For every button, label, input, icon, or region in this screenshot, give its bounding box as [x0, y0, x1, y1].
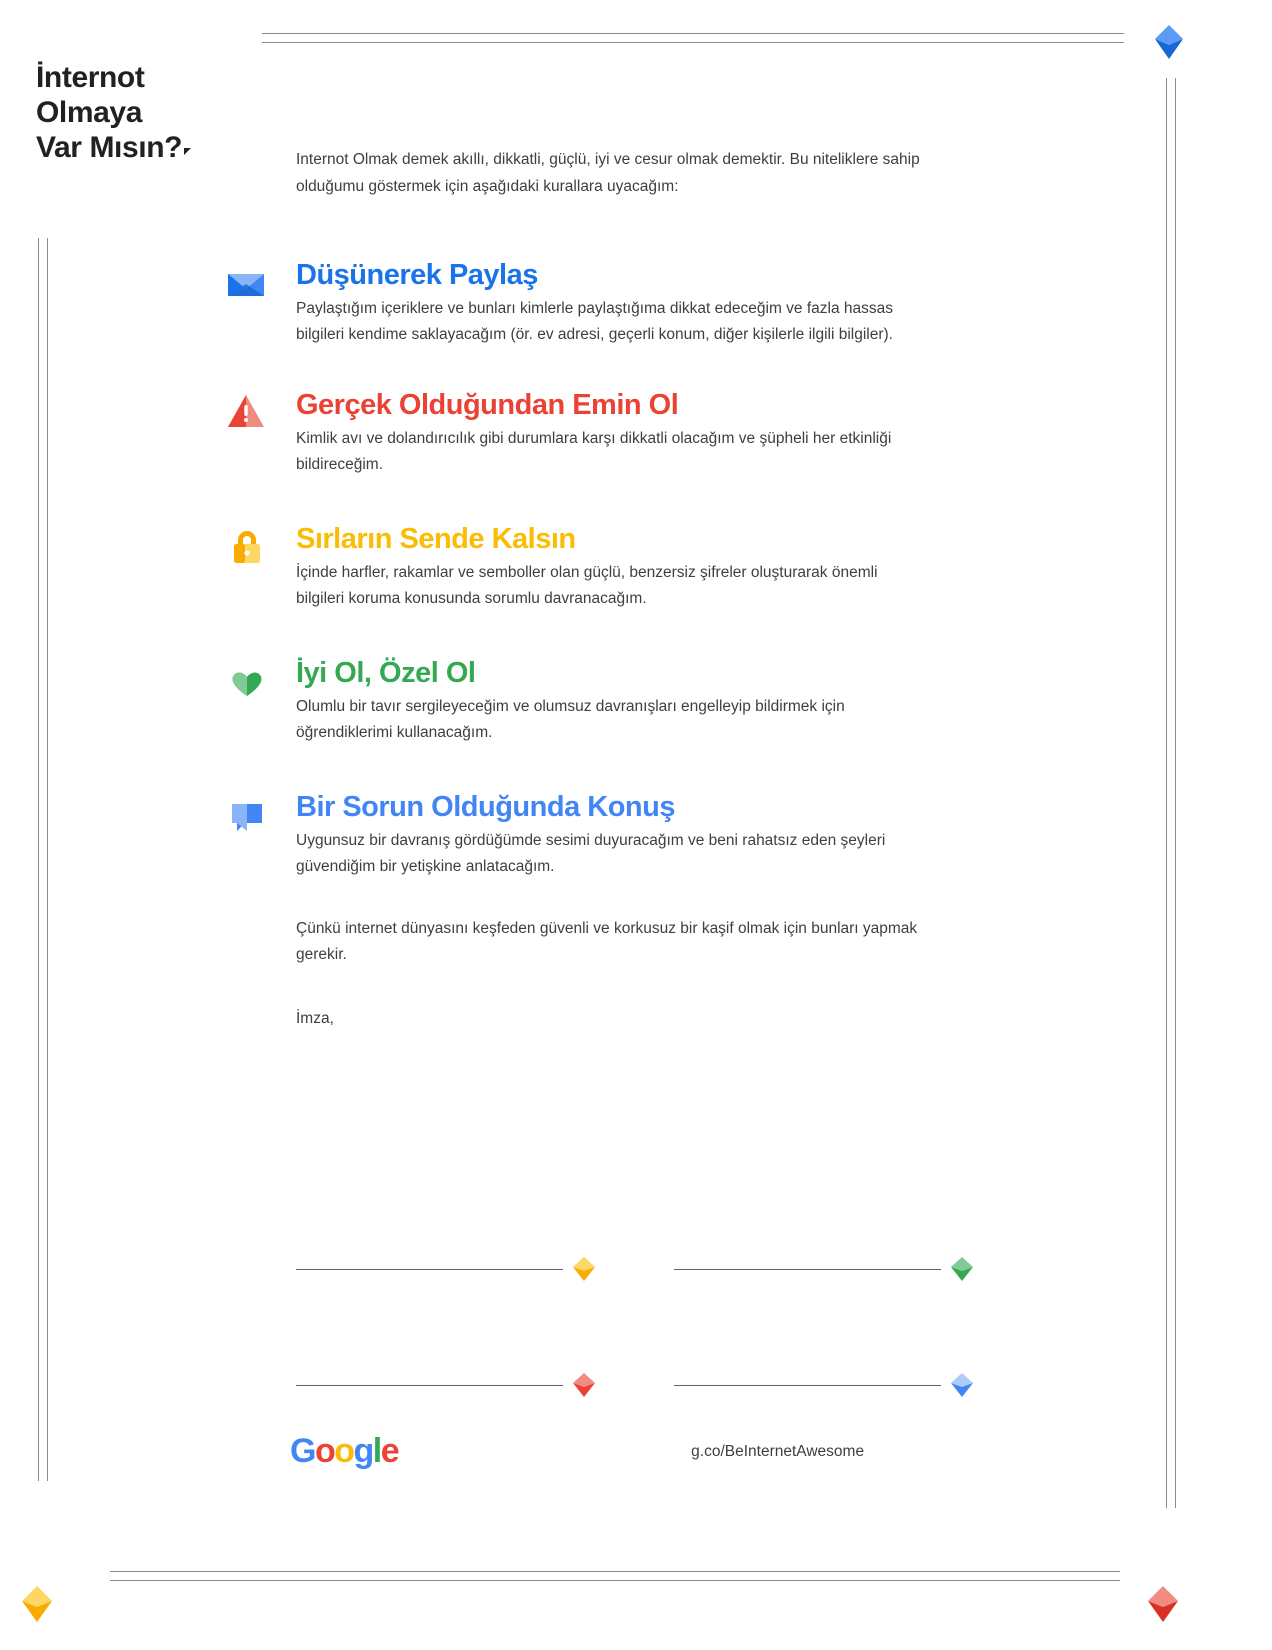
rule-item	[296, 388, 946, 478]
bottom-border-line-1	[110, 1571, 1120, 1572]
page-title-line-2: Olmaya	[36, 96, 142, 129]
right-border-line-2	[1175, 78, 1176, 1508]
rule-title: Düşünerek Paylaş	[296, 259, 538, 291]
logo-letter-o1: o	[314, 1432, 335, 1470]
warning-triangle-icon	[224, 390, 270, 436]
top-border-line-2	[262, 42, 1124, 43]
signature-line[interactable]	[674, 1269, 941, 1270]
closing-paragraph: Çünkü internet dünyasını keşfeden güvenli ve korkusuz bir kaşif olmak için bunları yapmak gerekir.	[296, 920, 918, 963]
signature-line[interactable]	[674, 1385, 941, 1386]
page-title-line-3: Var Mısın?	[36, 131, 183, 164]
signature-line[interactable]	[296, 1385, 563, 1386]
logo-letter-g2: g	[353, 1432, 373, 1470]
envelope-icon	[224, 260, 270, 306]
google-logo	[290, 1432, 398, 1471]
rule-body: Kimlik avı ve dolandırıcılık gibi durumlara karşı dikkatli olacağım ve şüpheli her etkinliği bildireceğim.	[296, 430, 892, 473]
rule-item	[296, 790, 946, 880]
speech-bubble-icon	[224, 792, 270, 838]
right-border-line-1	[1166, 78, 1167, 1508]
rule-body: İçinde harfler, rakamlar ve semboller olan güçlü, benzersiz şifreler oluşturarak önemli bilgileri koruma konusunda sorumlu davranacağım.	[296, 564, 878, 607]
footer-url[interactable]: g.co/BeInternetAwesome	[691, 1442, 865, 1460]
signature-row	[296, 1256, 1016, 1282]
rule-body: Uygunsuz bir davranış gördüğümde sesimi duyuracağım ve beni rahatsız eden şeyleri güvendiğim bir yetişkine anlatacağım.	[296, 832, 886, 875]
signature-label: İmza,	[296, 1010, 334, 1027]
bottom-border-line-2	[110, 1580, 1120, 1581]
rule-title: İyi Ol, Özel Ol	[296, 657, 476, 689]
top-border-line-1	[262, 33, 1124, 34]
rule-title: Sırların Sende Kalsın	[296, 523, 576, 555]
rule-item	[296, 258, 946, 348]
diamond-bottom-left-yellow	[22, 1586, 52, 1628]
heart-icon	[224, 658, 270, 704]
logo-letter-o2: o	[334, 1432, 354, 1470]
content-column	[296, 146, 946, 1028]
rule-title: Gerçek Olduğundan Emin Ol	[296, 389, 679, 421]
page-title	[36, 60, 191, 165]
diamond-red-icon	[572, 1372, 596, 1398]
rule-item	[296, 522, 946, 612]
page-title-line-1: İnternot	[36, 61, 145, 94]
signature-field-2[interactable]	[674, 1256, 974, 1282]
signature-line[interactable]	[296, 1269, 563, 1270]
diamond-light-blue-icon	[950, 1372, 974, 1398]
footer	[290, 1432, 1020, 1471]
page-title-line-3-wrap	[36, 130, 191, 165]
signature-area	[296, 1256, 1016, 1398]
left-border-line-2	[47, 238, 48, 1481]
rule-item	[296, 656, 946, 746]
padlock-icon	[224, 524, 270, 570]
logo-letter-l: l	[372, 1432, 381, 1470]
rule-title: Bir Sorun Olduğunda Konuş	[296, 791, 675, 823]
rule-body: Olumlu bir tavır sergileyeceğim ve olumsuz davranışları engelleyip bildirmek için öğrendiklerimi kullanacağım.	[296, 698, 845, 741]
signature-row	[296, 1372, 1016, 1398]
diamond-green-icon	[950, 1256, 974, 1282]
diamond-yellow-icon	[572, 1256, 596, 1282]
intro-paragraph: Internot Olmak demek akıllı, dikkatli, güçlü, iyi ve cesur olmak demektir. Bu niteliklere sahip olduğumu göstermek için aşağıdaki kurallara uyacağım:	[296, 151, 920, 195]
logo-letter-e: e	[380, 1432, 399, 1470]
signature-field-1[interactable]	[296, 1256, 596, 1282]
signature-field-4[interactable]	[674, 1372, 974, 1398]
rule-body: Paylaştığım içeriklere ve bunları kimlerle paylaştığıma dikkat edeceğim ve fazla hassas bilgileri kendime saklayacağım (ör. ev adresi, geçerli konum, diğer kişilerle ilgili bilgiler).	[296, 300, 894, 343]
logo-letter-g: G	[290, 1432, 315, 1470]
signature-field-3[interactable]	[296, 1372, 596, 1398]
caret-icon	[184, 148, 191, 155]
diamond-bottom-right-red	[1148, 1586, 1178, 1628]
left-border-line-1	[38, 238, 39, 1481]
diamond-top-right-blue	[1155, 25, 1183, 65]
